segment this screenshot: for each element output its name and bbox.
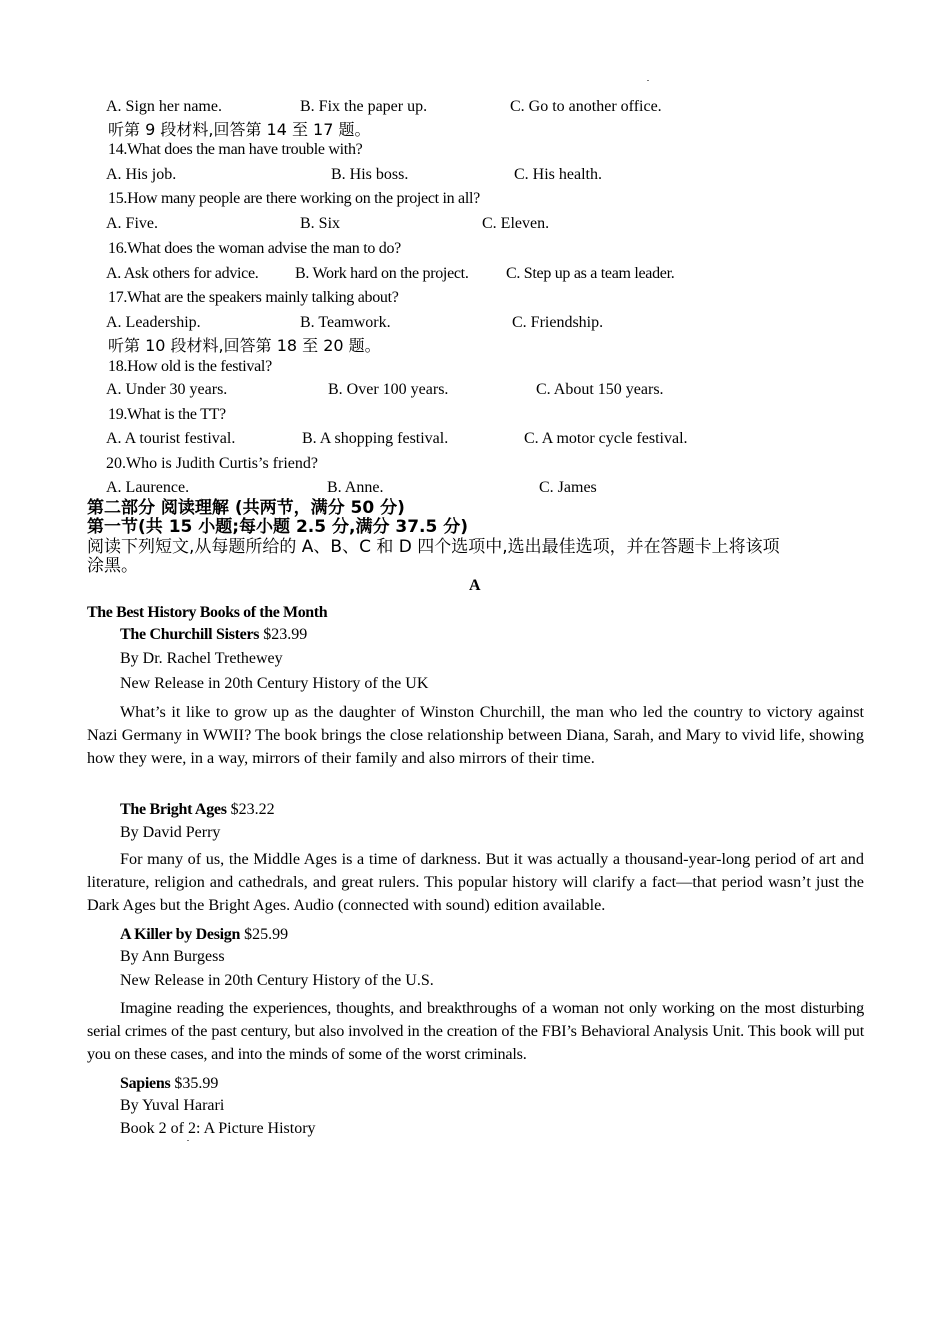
q20-option-c: C. James: [539, 479, 597, 496]
q15-question: 15.How many people are there working on the project in all?: [108, 190, 480, 207]
q19-question: 19.What is the TT?: [108, 406, 226, 423]
q20-option-a: A. Laurence.: [106, 479, 190, 496]
reading-instructions-cont: 涂黑。: [87, 556, 138, 576]
q13-option-c: C. Go to another office.: [510, 98, 662, 115]
q15-option-c: C. Eleven.: [482, 215, 550, 232]
q19-option-c: C. A motor cycle festival.: [524, 430, 688, 447]
section9-intro: 听第 9 段材料,回答第 14 至 17 题。: [108, 120, 371, 139]
book-author: By Ann Burgess: [120, 948, 225, 965]
q19-option-a: A. A tourist festival.: [106, 430, 236, 447]
book-title: The Bright Ages: [120, 801, 227, 818]
book-author: By Dr. Rachel Trethewey: [120, 650, 283, 667]
q13-option-a: A. Sign her name.: [106, 98, 222, 115]
q16-option-c: C. Step up as a team leader.: [506, 265, 675, 282]
q18-option-b: B. Over 100 years.: [328, 381, 449, 398]
book-note: New Release in 20th Century History of the U.S.: [120, 972, 434, 989]
q13-option-b: B. Fix the paper up.: [300, 98, 428, 115]
book-title: Sapiens: [120, 1075, 171, 1092]
q18-option-c: C. About 150 years.: [536, 381, 664, 398]
q14-option-c: C. His health.: [514, 166, 602, 183]
part2-title: 第二部分 阅读理解 (共两节，满分 50 分): [87, 498, 405, 518]
q14-option-a: A. His job.: [106, 166, 177, 183]
book-title: A Killer by Design: [120, 926, 241, 943]
book-author: By Yuval Harari: [120, 1097, 225, 1114]
book-title: The Churchill Sisters: [120, 626, 260, 643]
passage-title: The Best History Books of the Month: [87, 604, 328, 621]
q16-question: 16.What does the woman advise the man to do?: [108, 240, 401, 257]
book-note: Book 2 of 2: A Picture History: [120, 1120, 316, 1137]
q16-option-a: A. Ask others for advice.: [106, 265, 259, 282]
book-description: For many of us, the Middle Ages is a time of darkness. But it was actually a thousand-year-long period of art and literature, religion and cathedrals, and great rulers. This popular history will clarify a fact—that period wasn’t just the Dark Ages but the Bright Ages. Audio (connected with sound) edition available.: [87, 850, 864, 914]
q14-option-b: B. His boss.: [331, 166, 409, 183]
q14-question: 14.What does the man have trouble with?: [108, 141, 363, 158]
book-description: What’s it like to grow up as the daughter of Winston Churchill, the man who led the country to victory against Nazi Germany in WWII? The book brings the close relationship between Diana, Sarah, and Mary to vivid life, showing how they were, in a way, mirrors of their family and also mirrors of their time.: [87, 703, 864, 767]
reading-instructions: 阅读下列短文,从每题所给的 A、B、C 和 D 四个选项中,选出最佳选项，并在答题卡上将该项: [87, 537, 780, 557]
q19-option-b: B. A shopping festival.: [302, 430, 449, 447]
book-1-heading: [120, 625, 307, 645]
book-note: New Release in 20th Century History of the UK: [120, 675, 429, 692]
book-price: $35.99: [174, 1075, 219, 1092]
book-price: $23.22: [230, 801, 275, 818]
q18-option-a: A. Under 30 years.: [106, 381, 228, 398]
book-price: $23.99: [263, 626, 308, 643]
scan-mark-bottom: [187, 1140, 189, 1141]
q20-option-b: B. Anne.: [327, 479, 384, 496]
q16-option-b: B. Work hard on the project.: [295, 265, 469, 282]
q15-option-a: A. Five.: [106, 215, 158, 232]
q17-option-c: C. Friendship.: [512, 314, 604, 331]
section10-intro: 听第 10 段材料,回答第 18 至 20 题。: [108, 336, 381, 355]
section1-title: 第一节(共 15 小题;每小题 2.5 分,满分 37.5 分): [87, 517, 469, 537]
book-2-heading: [120, 800, 275, 820]
book-price: $25.99: [244, 926, 289, 943]
q20-question: 20.Who is Judith Curtis’s friend?: [106, 455, 318, 472]
q17-question: 17.What are the speakers mainly talking about?: [108, 289, 399, 306]
scan-mark-top: [647, 80, 649, 81]
q17-option-b: B. Teamwork.: [300, 314, 391, 331]
q18-question: 18.How old is the festival?: [108, 358, 272, 375]
q15-option-b: B. Six: [300, 215, 341, 232]
book-4-heading: [120, 1074, 218, 1094]
book-3-heading: [120, 925, 288, 945]
passage-label: A: [469, 577, 481, 594]
q17-option-a: A. Leadership.: [106, 314, 201, 331]
book-author: By David Perry: [120, 824, 221, 841]
book-description: Imagine reading the experiences, thoughts, and breakthroughs of a woman not only working on the most disturbing serial crimes of the past century, but also involved in the creation of the FBI’s Behavioral Analysis Unit. This book will put you on these cases, and into the minds of some of the worst criminals.: [87, 999, 864, 1063]
